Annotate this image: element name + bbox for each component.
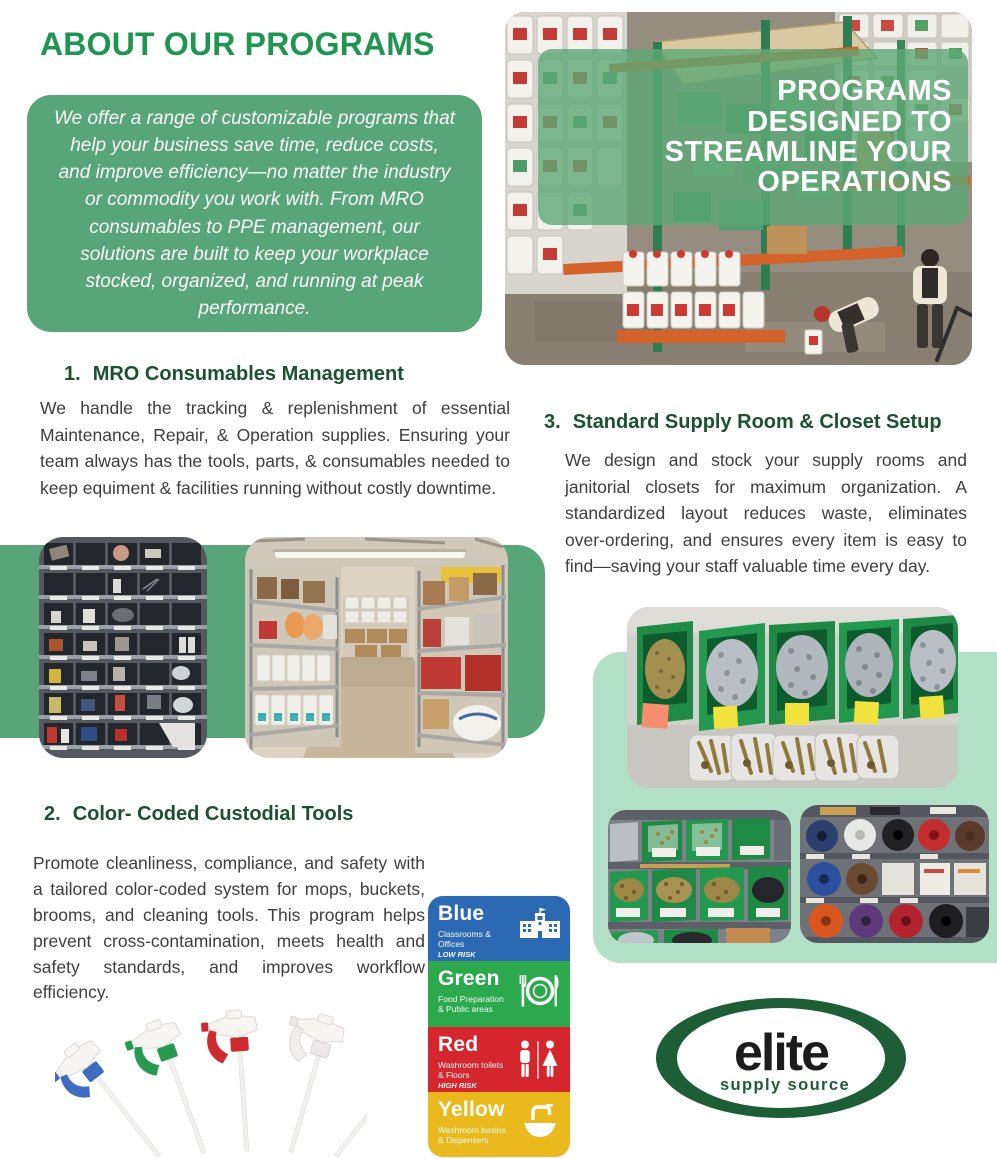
spool-row-2	[807, 862, 986, 896]
hardware-bins-photo	[627, 607, 958, 788]
right-shelving	[415, 563, 508, 758]
fastener-bins-photo	[608, 810, 791, 943]
section-1-body: We handle the tracking & replenishment of essential Maintenance, Repair, & Operation supplies. Ensuring your team always has the tools, parts, & consumables needed to keep equiment & facilities running without costly downtime.	[40, 398, 510, 498]
color-name: Blue	[438, 902, 485, 925]
top-bin-row	[610, 818, 791, 862]
section-3-number: 3.	[544, 411, 561, 433]
color-desc: Washroom toilets & Floors	[438, 1059, 504, 1080]
left-shelving	[245, 567, 341, 755]
section-1-number: 1.	[64, 363, 81, 385]
hero-line: PROGRAMS	[777, 75, 952, 108]
section-2-body: Promote cleanliness, compliance, and safety with a tailored color-coded system for mops, buckets, brooms, and cleaning tools. This program helps prevent cross-contamination, meets health and safety standards, and improves workflow efficiency.	[33, 853, 425, 1003]
logo-tagline-text: supply source	[719, 1076, 851, 1094]
hero-line: OPERATIONS	[757, 166, 952, 199]
sprayer-white	[255, 1006, 348, 1157]
bolt-bags	[689, 733, 899, 781]
color-row-red	[428, 1027, 570, 1092]
hero-line: DESIGNED TO	[747, 105, 952, 138]
section-1-heading	[64, 363, 404, 386]
color-code-chart	[428, 896, 570, 1157]
color-name: Yellow	[438, 1097, 505, 1121]
color-row-blue	[428, 896, 570, 961]
parts-bin-cabinet-illustration	[39, 537, 207, 758]
color-name: Red	[438, 1032, 479, 1056]
color-row-green	[428, 961, 570, 1026]
color-row-yellow	[428, 1092, 570, 1157]
section-3-heading	[544, 411, 942, 434]
hero-line: STREAMLINE YOUR	[664, 136, 952, 168]
risk-label: HIGH RISK	[438, 1080, 477, 1090]
page-title: ABOUT OUR PROGRAMS	[40, 26, 435, 62]
color-desc: Classrooms & Offices	[438, 929, 491, 950]
spray-triggers-photo	[55, 1002, 367, 1159]
hardware-bins-illustration	[627, 607, 958, 788]
section-1-title: MRO Consumables Management	[92, 363, 404, 385]
wire-spools-photo	[800, 805, 989, 943]
green-bins-row	[637, 615, 958, 731]
sink-icon	[519, 1104, 561, 1145]
parts-bin-cabinet-photo	[39, 537, 207, 758]
sprayer-red	[200, 1009, 266, 1154]
supply-room-illustration	[245, 537, 508, 758]
section-2-heading	[44, 803, 353, 826]
elite-logo-illustration	[655, 997, 907, 1119]
intro-box	[27, 95, 482, 332]
sprayer-blue	[55, 1033, 174, 1159]
section-3-body: We design and stock your supply rooms and janitorial closets for maximum organization. A standardized layout reduces waste, eliminates over-ordering, and ensures every item is easy to find—saving your staff valuable time every day.	[565, 450, 967, 577]
supply-room-photo	[245, 537, 508, 758]
hero-overlay	[538, 49, 968, 225]
risk-label: LOW RISK	[438, 950, 476, 960]
intro-text: We offer a range of customizable programs that help your business save time, reduce costs, and improve efficiency—no matter the industry or commodity you work with. From MRO consumables to PPE management, our solutions are built to keep your workplace stocked, organized, and running at peak performance.	[54, 107, 455, 319]
brand-logo	[655, 997, 907, 1124]
spray-triggers-illustration	[55, 1002, 367, 1159]
fastener-bins-illustration	[608, 810, 791, 943]
back-shelf	[343, 595, 409, 657]
section-2-title: Color- Coded Custodial Tools	[72, 803, 354, 825]
school-icon	[519, 908, 561, 945]
color-desc: Food Preparation & Public areas	[438, 994, 504, 1015]
sprayer-green	[121, 1014, 222, 1159]
color-name: Green	[438, 967, 500, 991]
food-service-icon	[519, 973, 561, 1014]
logo-brand-text: elite	[733, 1024, 829, 1082]
hero-photo	[505, 12, 972, 365]
section-2-number: 2.	[44, 803, 61, 825]
color-desc: Washroom basins & Dispensers	[438, 1124, 506, 1145]
section-3-title: Standard Supply Room & Closet Setup	[572, 411, 942, 433]
wire-spools-illustration	[800, 805, 989, 943]
restroom-icon	[515, 1039, 561, 1086]
